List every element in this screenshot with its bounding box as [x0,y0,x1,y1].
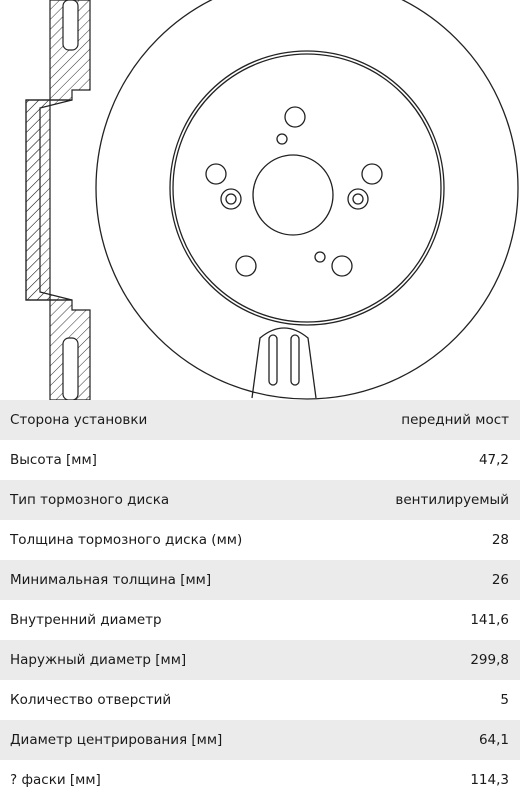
bolt-hole [285,107,305,127]
spec-row [0,520,520,560]
spec-row [0,720,520,760]
spec-value: 26 [491,572,509,588]
bolt-hole [236,256,256,276]
spec-value: 114,3 [470,772,509,788]
fixing-hole [226,194,236,204]
spec-row [0,600,520,640]
spec-label: Высота [мм] [10,452,97,468]
spec-label: Тип тормозного диска [10,492,170,508]
spec-row [0,760,520,800]
spec-value: 64,1 [478,732,509,748]
spec-row [0,440,520,480]
spec-value: передний мост [401,412,509,428]
spec-value: 47,2 [478,452,509,468]
spec-label: Толщина тормозного диска (мм) [10,532,243,548]
spec-label: Внутренний диаметр [10,612,162,628]
disc-cross-section [26,0,90,400]
aux-hole [315,252,325,262]
spec-row [0,400,520,440]
hat-edge [173,54,441,322]
rotor-tab [252,328,316,398]
disc-front-view [96,0,518,399]
spec-row [0,640,520,680]
spec-label: Диаметр центрирования [мм] [10,732,223,748]
friction-inner-edge [170,51,444,325]
spec-label: Сторона установки [10,412,148,428]
fixing-hole [348,189,368,209]
spec-value: 141,6 [470,612,509,628]
fixing-hole [353,194,363,204]
aux-hole [277,134,287,144]
bolt-hole [362,164,382,184]
spec-label: Наружный диаметр [мм] [10,652,187,668]
spec-row [0,680,520,720]
spec-row [0,560,520,600]
spec-value: вентилируемый [395,492,509,508]
bolt-hole [332,256,352,276]
spec-value: 299,8 [470,652,509,668]
center-bore [253,155,333,235]
spec-table [0,400,520,800]
spec-label: Количество отверстий [10,692,172,708]
spec-value: 5 [500,692,509,708]
fixing-hole [221,189,241,209]
bolt-hole [206,164,226,184]
spec-value: 28 [491,532,509,548]
spec-row [0,480,520,520]
spec-label: ? фаски [мм] [10,772,101,788]
outer-edge [96,0,518,399]
spec-label: Минимальная толщина [мм] [10,572,212,588]
